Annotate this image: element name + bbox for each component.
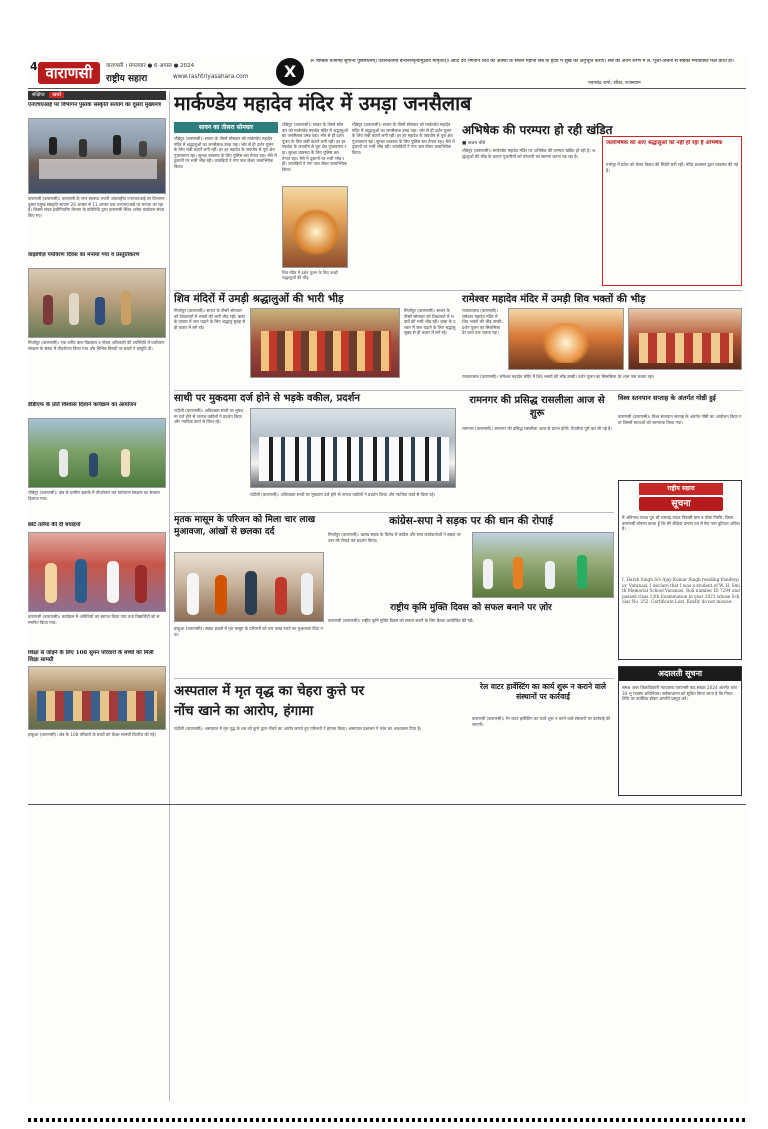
notice-english: I, Harsh Singh S/o Ajay Kumar Singh residing Pandeypur, Varanasi. I declare that I was a student of W. H. Smith Memorial School Varanasi, Roll number ID 7294 and passed class 12th Examination in year 2023 whose Scholar No. 252. Certificate Lost. Kindly do not misuse.	[622, 577, 740, 605]
notice-text: मैं अविनाश यादव पुत्र श्री रामचंद्र यादव निवासी ग्राम व पोस्ट पिसौर, जिला वाराणसी घोषणा करता हूँ कि मेरे शैक्षिक प्रमाण पत्र में मेरा नाम त्रुटिवश अंकित है।	[622, 515, 740, 532]
mid-left-photo	[250, 308, 400, 378]
quote-author: पवनचंद्र शर्मा, सीठा, राजस्थान	[588, 81, 641, 86]
notice-box	[618, 480, 742, 660]
congress-headline: कांग्रेस-सपा ने सड़क पर की धान की रोपाई	[389, 515, 553, 527]
header-quote: ॐ त्र्यम्बकं यजामहे सुगन्धिं पुष्टिवर्धनम्। उर्वारुकमिव बन्धनान्मृत्योर्मुक्षीय मामृतात्॥ आदि देव भगवान शिव की आस्था के सावन महीना सब के हृदय में सुख की अनुभूति कराए। सब को अपने शरण में लें, पूजा-अर्चना से सबको मनवांछित फल प्राप्त हो।	[310, 59, 734, 64]
congress-text: मिर्जापुर (वाराणसी)। खराब सड़क के विरोध में कांग्रेस और सपा कार्यकर्ताओं ने सड़क पर धान की रोपाई कर प्रदर्शन किया।	[328, 532, 461, 543]
top-story-text-2: चौबेपुर (वाराणसी)। सावन के तीसरे सोमवार को मार्कण्डेय महादेव मंदिर में श्रद्धालुओं का जनसैलाब उमड़ पड़ा। भोर से ही दर्शन पूजन के लिए लंबी कतारें लगी रहीं। हर हर महादेव के जयघोष से पूरा क्षेत्र गुंजायमान रहा। सुरक्षा व्यवस्था के लिए पुलिस बल तैनात रहा। मेले में दुकानों पर भारी भीड़ रही। कांवड़ियों ने गंगा जल लेकर जलाभिषेक किया।	[282, 122, 348, 172]
x-logo-icon: X	[276, 58, 304, 86]
brief-2-photo	[28, 268, 166, 338]
right-top-byline: ■ अजय चौबे	[462, 141, 486, 146]
hospital-text: चंदौली (वाराणसी)। अस्पताल में मृत वृद्ध के शव को कुत्ते द्वारा नोंचने का आरोप लगाते हुए परिजनों ने हंगामा किया। अस्पताल प्रशासन ने जांच का आश्वासन दिया है।	[174, 726, 422, 731]
register-strip	[28, 1118, 746, 1122]
notice-title-text: सूचना	[671, 499, 691, 509]
brief-4-text: वाराणसी (वाराणसी)। कार्यक्रम में अतिथियों का स्वागत किया गया तथा विद्यार्थियों को सम्मानित किया गया।	[28, 614, 160, 625]
right-top-headline: अभिषेक की परम्परा हो रही खंडित	[462, 123, 613, 137]
hospital-headline-line2: नोंच खाने का आरोप, हंगामा	[174, 703, 314, 719]
city-name: वाराणसी	[45, 64, 93, 82]
right-top-text: चौबेपुर (वाराणसी)। मार्कण्डेय महादेव मंदिर पर अभिषेक की परम्परा खंडित हो रही है। श्रद्धालुओं की भीड़ के कारण पुजारियों को परेशानी का सामना करना पड़ रहा है।	[462, 148, 595, 159]
main-headline: मार्कण्डेय महादेव मंदिर में उमड़ा जनसैलाब	[174, 92, 472, 115]
brief-news-label	[28, 91, 166, 100]
right-mid-text: वाराणसी (वाराणसी)। विश्व स्तनपान सप्ताह के अंतर्गत गोष्ठी का आयोजन किया गया जिसमें माताओं को जागरूक किया गया।	[618, 414, 742, 425]
mid-left-headline: शिव मंदिरों में उमड़ी श्रद्धालुओं की भारी भीड़	[174, 293, 344, 305]
compensation-photo	[174, 552, 324, 622]
krimi-headline: राष्ट्रीय कृमि मुक्ति दिवस को सफल बनाने पर ज़ोर	[390, 603, 552, 613]
right-top-box	[602, 136, 742, 286]
court-notice-text: समक्ष अपर जिलाधिकारी न्यायालय वाराणसी वाद संख्या 2024 अंतर्गत धारा 34 भू राजस्व अधिनियम। सर्वसाधारण को सूचित किया जाता है कि नियत तिथि पर उपस्थित होकर आपत्ति प्रस्तुत करें।	[622, 685, 738, 702]
brief-2-title: वाइडचेंज़ पर्यावरण दिवस का मनाया गया व प्रस्तुतिकरण	[28, 252, 140, 258]
brief-1-text: वाराणसी (वाराणसी)। वाराणसी के नगर स्वास्थ्य भवनी आंतराष्ट्रीय एनएचएआई पर विभागन दूसरा प्रमुख संस्कृति सत्याग 26 अगस्त से 11 अगस्त तक एनएचएआई पर मनाया जा रहा है। जिसमें संपन्न इंजीनियरिंग विभाग के प्रतिनिधि द्वारा वाराणसी स्थित अनेक कार्यक्रम संपन्न किए गए।	[28, 196, 165, 218]
compensation-headline: मृतक मासूम के परिजन को मिला चार लाख मुआवजा, आंखों से छलका दर्द	[174, 515, 316, 537]
top-story-label	[174, 122, 278, 133]
mid-right-text-2: राजातालाब (वाराणसी)। रामेश्वर महादेव मंदिर में शिव भक्तों की भीड़ उमड़ी। दर्शन पूजन का सिलसिला देर शाम तक चलता रहा।	[462, 374, 655, 379]
top-story-text-3: चौबेपुर (वाराणसी)। सावन के तीसरे सोमवार को मार्कण्डेय महादेव मंदिर में श्रद्धालुओं का जनसैलाब उमड़ पड़ा। भोर से ही दर्शन पूजन के लिए लंबी कतारें लगी रहीं। हर हर महादेव के जयघोष से पूरा क्षेत्र गुंजायमान रहा। सुरक्षा व्यवस्था के लिए पुलिस बल तैनात रहा। मेले में दुकानों पर भारी भीड़ रही। कांवड़ियों ने गंगा जल लेकर जलाभिषेक किया।	[352, 122, 455, 155]
mid-right-headline: रामेश्वर महादेव मंदिर में उमड़ी शिव भक्तों की भीड़	[462, 294, 646, 305]
protest-photo	[250, 408, 456, 488]
brief-1-photo	[28, 118, 166, 194]
newspaper-page	[28, 56, 746, 1104]
notice-title	[639, 497, 723, 511]
krimi-text: वाराणसी (वाराणसी)। राष्ट्रीय कृमि मुक्ति दिवस को सफल बनाने के लिए बैठक आयोजित की गई।	[328, 618, 474, 623]
brief-5-title: शिक्षा से जोड़ने के लिए 108 सुमन परिवारों के बच्चों को मिली शिक्षा सामग्री	[28, 650, 154, 663]
brief-2-text: मिर्जापुर (वाराणसी)। एक वनीय बाल विद्यालय व नोडल अधिकारी की उपस्थिति में पर्यावरण संरक्षण के संबंध में पौधरोपण किया गया और विभिन्न विषयों पर बच्चों ने प्रस्तुति दी।	[28, 340, 165, 351]
notice-brand-text: राष्ट्रीय सहारा	[667, 485, 695, 492]
brief-label-a: संक्षिप्त	[32, 92, 45, 98]
brief-3-photo	[28, 418, 166, 488]
mid-left-text: मिर्जापुर (वाराणसी)। सावन के तीसरे सोमवार को शिवालयों में भक्तों की भारी भीड़ रही। बाबा के दरबार में जल चढ़ाने के लिए श्रद्धालु सुबह से ही कतार में लगे रहे।	[174, 308, 246, 330]
congress-photo	[472, 532, 614, 598]
compensation-text: हरहुआ (वाराणसी)। सड़क हादसे में मृत मासूम के परिजनों को चार लाख रुपये का मुआवजा दिया गया।	[174, 626, 323, 637]
brief-4-title: छोटे तलैया की दी बधाइयाँ	[28, 522, 81, 528]
brief-label-b: खबरें	[49, 92, 64, 98]
protest-headline: साथी पर मुकदमा दर्ज होने से भड़के वकील, प्रदर्शन	[174, 393, 360, 404]
city-banner	[38, 62, 100, 84]
right-mid-headline: विश्व स्तनपान सप्ताह के अंतर्गत गोष्ठी हुई	[618, 394, 716, 402]
protest-text-2: चंदौली (वाराणसी)। अधिवक्ता साथी पर मुकदमा दर्ज होने से नाराज वकीलों ने प्रदर्शन किया और न्यायिक कार्य से विरत रहे।	[250, 492, 436, 497]
right-top-box-title: जलाभिषेक को आए श्रद्धालुओं को नहीं हो रहा है अभिषेक	[606, 140, 723, 146]
court-notice-title-text: अदालती सूचना	[657, 669, 703, 678]
top-story-photo-caption: शिव मंदिर में दर्शन पूजन के लिए उमड़ी श्रद्धालुओं की भीड़	[282, 270, 338, 280]
top-story-text-1: चौबेपुर (वाराणसी)। सावन के तीसरे सोमवार को मार्कण्डेय महादेव मंदिर में श्रद्धालुओं का जनसैलाब उमड़ पड़ा। भोर से ही दर्शन पूजन के लिए लंबी कतारें लगी रहीं। हर हर महादेव के जयघोष से पूरा क्षेत्र गुंजायमान रहा। सुरक्षा व्यवस्था के लिए पुलिस बल तैनात रहा। मेले में दुकानों पर भारी भीड़ रही। कांवड़ियों ने गंगा जल लेकर जलाभिषेक किया।	[174, 136, 277, 169]
notice-brand	[639, 483, 723, 495]
ramnagar-text: रामनगर (वाराणसी)। रामनगर की प्रसिद्ध रासलीला आज से प्रारंभ होगी। तैयारियां पूरी कर ली गई हैं।	[462, 426, 612, 431]
mid-left-text-2: मिर्जापुर (वाराणसी)। सावन के तीसरे सोमवार को शिवालयों में भक्तों की भारी भीड़ रही। बाबा के दरबार में जल चढ़ाने के लिए श्रद्धालु सुबह से ही कतार में लगे रहे।	[404, 308, 456, 336]
dateline: वाराणसी । मंगलवार ● 6 अगस्त ● 2024	[106, 63, 195, 69]
mid-right-text: राजातालाब (वाराणसी)। रामेश्वर महादेव मंदिर में शिव भक्तों की भीड़ उमड़ी। दर्शन पूजन का सिलसिला देर शाम तक चलता रहा।	[462, 308, 503, 336]
brand-logo	[106, 71, 166, 85]
brief-1-title: एनएचएआई पर विभागन पुस्तक संस्कृति सत्याग का दूसरा मुख्यमंत्र	[28, 102, 161, 108]
mid-right-photo-1	[508, 308, 624, 370]
rail-text: वाराणसी (वाराणसी)। रेन वाटर हार्वेस्टिंग का कार्य शुरू न करने वाले संस्थानों पर कार्रवाई की जाएगी।	[472, 716, 611, 727]
brief-5-photo	[28, 666, 166, 730]
right-top-box-text: गर्भगृह में प्रवेश को लेकर विवाद की स्थिति बनी रही। मंदिर प्रशासन द्वारा व्यवस्था की गई है।	[606, 162, 738, 173]
mid-right-photo-2	[628, 308, 742, 370]
hospital-headline-line1: अस्पताल में मृत वृद्ध का चेहरा कुत्ते पर	[174, 683, 365, 699]
court-notice-box	[618, 666, 742, 796]
rail-headline: रेल वाटर हार्वेस्टिंग का कार्य शुरू न कराने वाले संस्थानों पर कार्रवाई	[480, 682, 606, 701]
brief-5-text: हरहुआ (वाराणसी)। क्षेत्र के 108 परिवारों के बच्चों को शिक्षा सामग्री वितरित की गई।	[28, 732, 157, 737]
brief-4-photo	[28, 532, 166, 612]
page-number: 4	[30, 60, 38, 73]
website: www.rashtriyasahara.com	[173, 74, 249, 80]
brief-3-title: डीडीएफ के प्रति विश्वास दिलाने कार्यक्रम का आयोजन	[28, 402, 137, 408]
ramnagar-headline: रामनगर की प्रसिद्ध रासलीला आज से शुरू	[469, 395, 605, 419]
protest-text: चंदौली (वाराणसी)। अधिवक्ता साथी पर मुकदमा दर्ज होने से नाराज वकीलों ने प्रदर्शन किया और न्यायिक कार्य से विरत रहे।	[174, 408, 244, 425]
court-notice-title	[619, 667, 741, 681]
brand-name: राष्ट्रीय सहारा	[106, 74, 148, 84]
top-story-label-text: सावन का तीसरा सोमवार	[198, 124, 254, 131]
brief-3-text: चौबेपुर (वाराणसी)। क्षेत्र के ग्रामीण इलाके में पौधरोपण कर पर्यावरण संरक्षण का संकल्प दिलाया गया।	[28, 490, 160, 501]
top-story-photo	[282, 186, 348, 268]
